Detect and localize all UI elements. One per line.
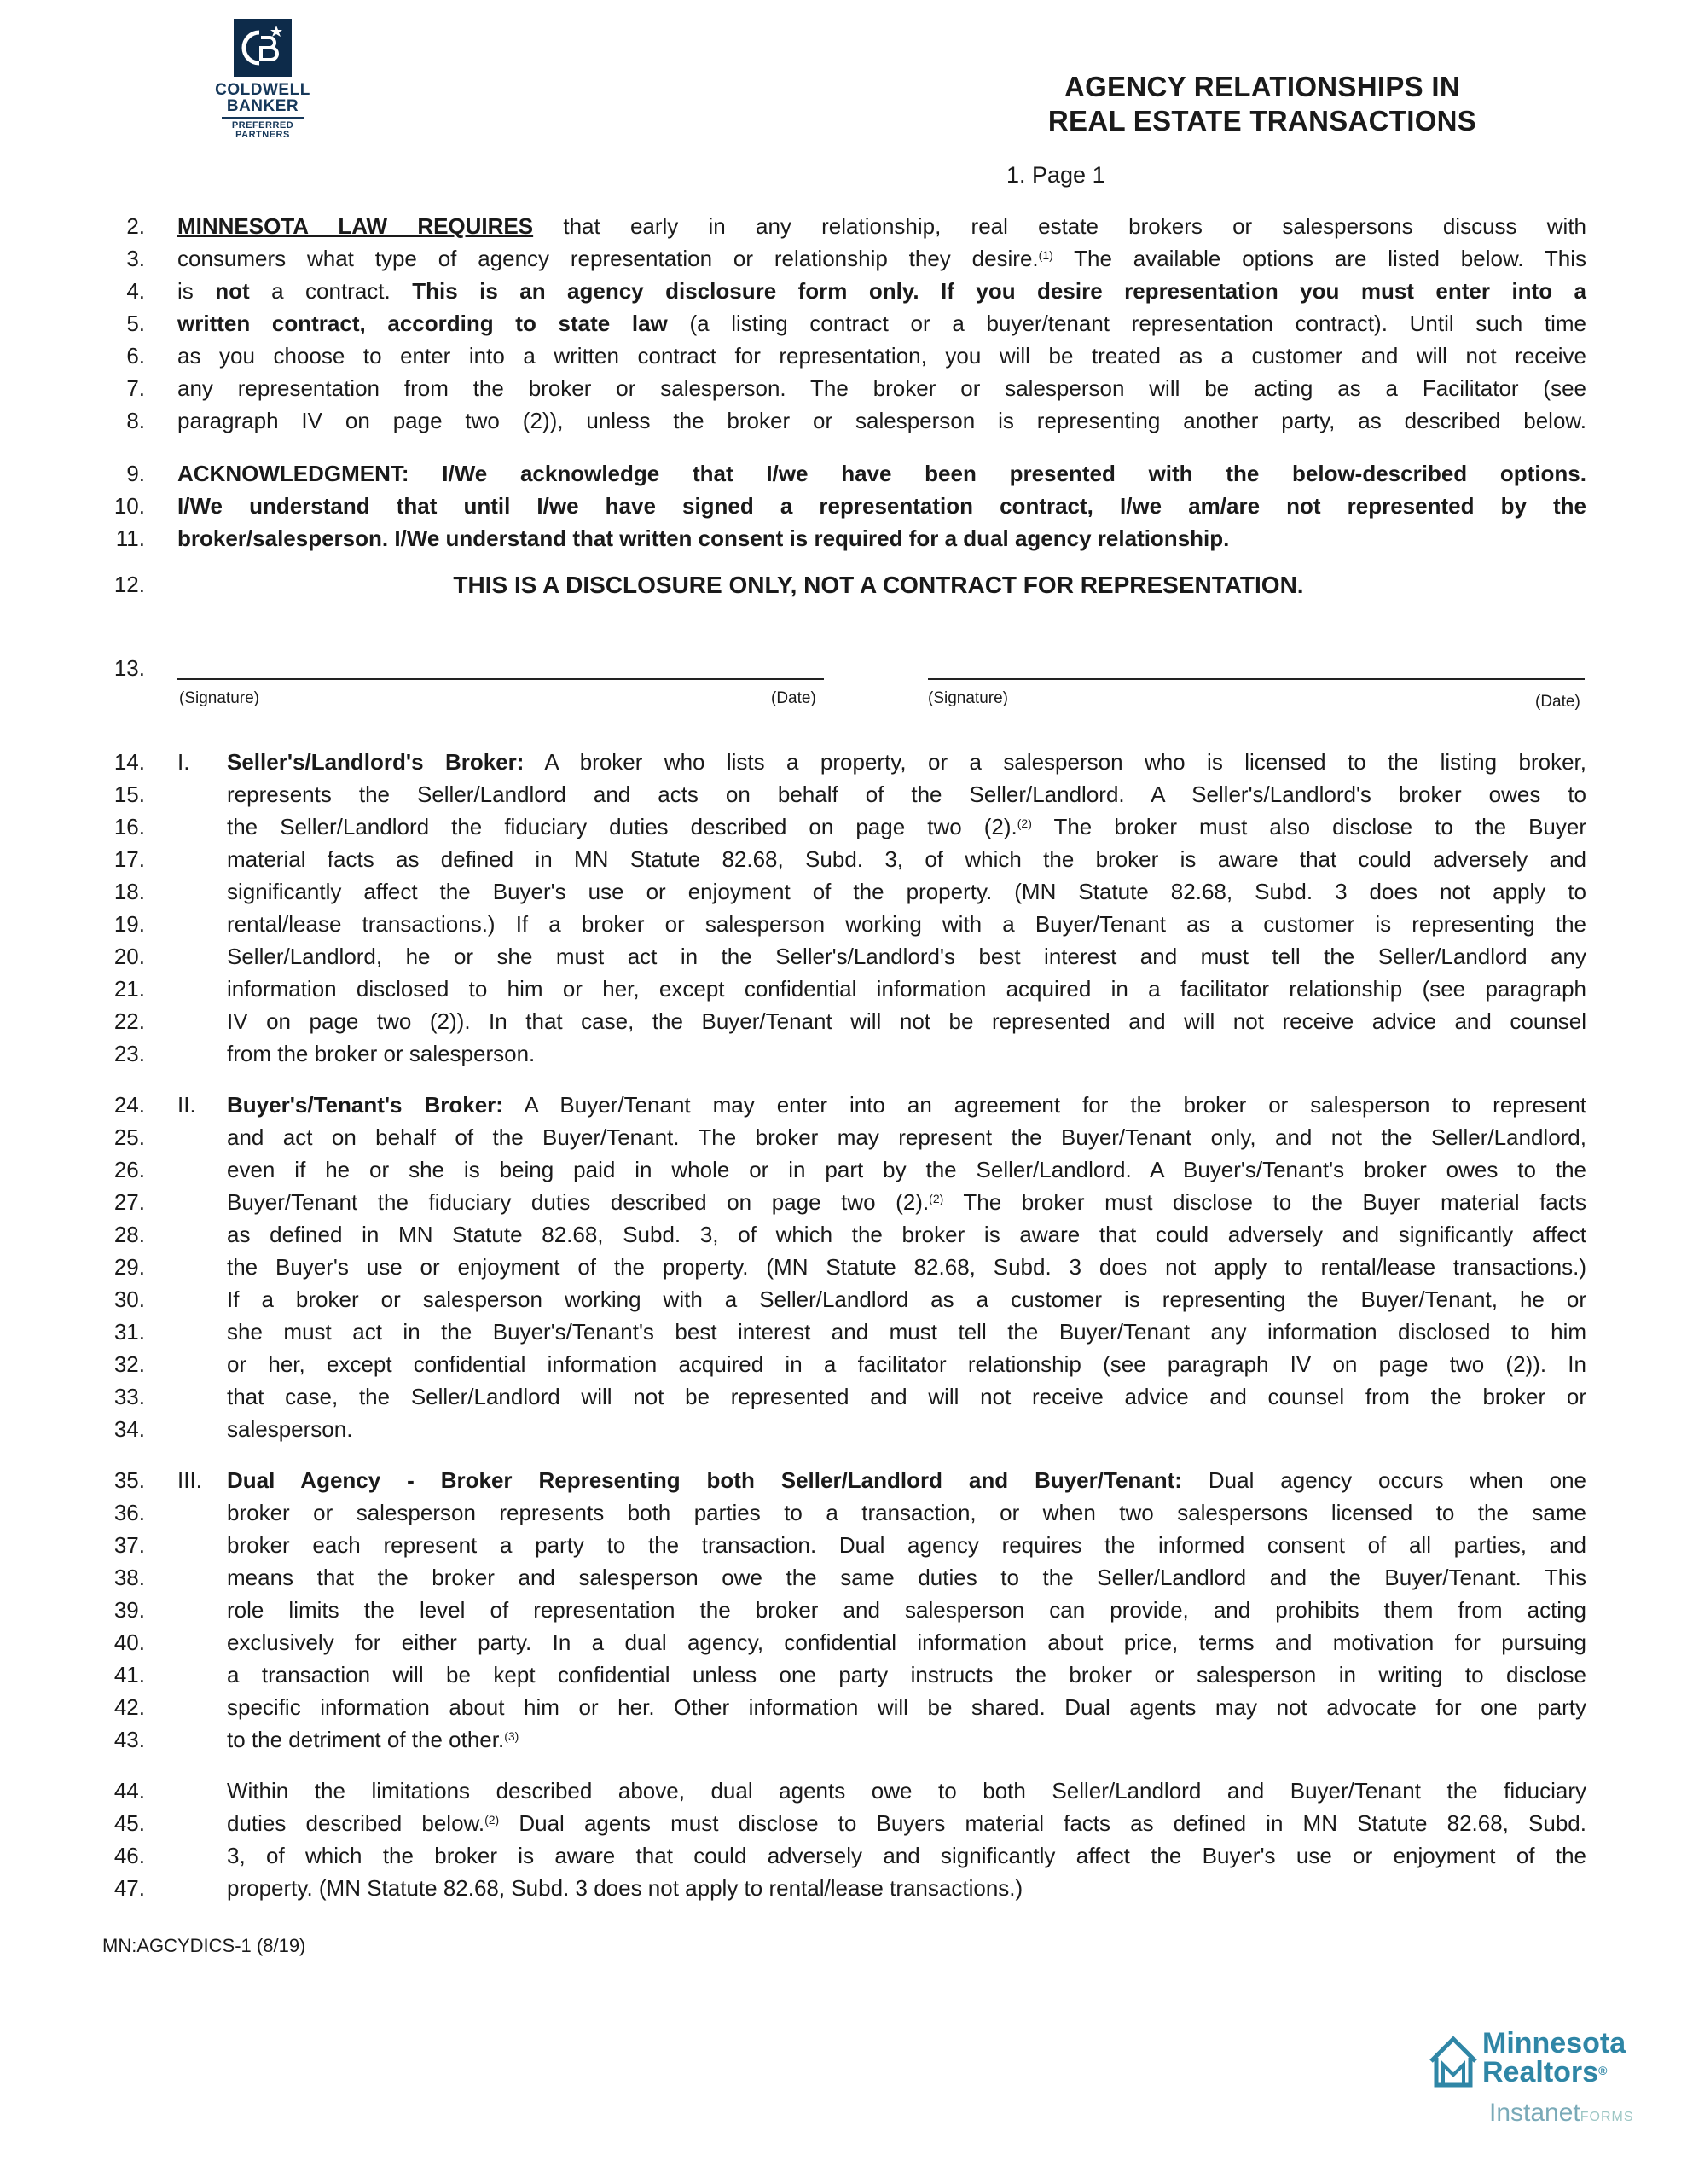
section3-line-46: 3, of which the broker is aware that could adversely and significantly affect the Buyer's use or enjoyment of the	[227, 1843, 1586, 1868]
ack-line-10: I/We understand that until I/we have signed a representation contract, I/we am/are not represented by the	[177, 493, 1586, 519]
intro-text: a contract.	[249, 278, 413, 304]
section1-line-22: IV on page two (2)). In that case, the Buyer/Tenant will not be represented and will not receive advice and counsel	[227, 1008, 1586, 1034]
line-number: 5.	[126, 311, 145, 336]
section1-text: A broker who lists a property, or a salesperson who is licensed to the listing broker,	[544, 749, 1586, 775]
section1-line-21: information disclosed to him or her, except confidential information acquired in a facilitator relationship (see paragraph	[227, 976, 1586, 1002]
ack-line-9: ACKNOWLEDGMENT: I/We acknowledge that I/we have been presented with the below-described options.	[177, 461, 1586, 486]
title-line2: REAL ESTATE TRANSACTIONS	[1047, 105, 1477, 136]
intro-line-3	[177, 246, 1586, 271]
section1-text: the Seller/Landlord the fiduciary duties described on page two (2).	[227, 814, 1017, 839]
section3-line-39: role limits the level of representation the broker and salesperson can provide, and prohibits them from acting	[227, 1597, 1586, 1623]
section3-line-35	[227, 1467, 1586, 1493]
signature-line-2[interactable]	[928, 678, 1585, 680]
line-number: 4.	[126, 278, 145, 304]
line-number: 41.	[113, 1662, 145, 1687]
section1-heading: Seller's/Landlord's Broker:	[227, 749, 525, 775]
line-number: 26.	[113, 1157, 145, 1182]
section2-line-32: or her, except confidential information acquired in a facilitator relationship (see paragraph IV on page two (2)). In	[227, 1351, 1586, 1377]
realtors-text: Realtors	[1482, 2056, 1599, 2088]
section3-line-45	[227, 1810, 1586, 1836]
section2-text: The broker must disclose to the Buyer material facts	[943, 1189, 1586, 1215]
brand-sub-line1: PREFERRED	[231, 120, 294, 131]
section3-text: Dual agents must disclose to Buyers material facts as defined in MN Statute 82.68, Subd.	[499, 1810, 1586, 1836]
date-label-1: (Date)	[771, 689, 816, 707]
section2-heading: Buyer's/Tenant's Broker:	[227, 1092, 503, 1118]
section3-text: to the detriment of the other.	[227, 1727, 505, 1752]
intro-line-4	[177, 278, 1586, 304]
line-number: 2.	[126, 213, 145, 239]
footnote-ref: (2)	[929, 1192, 944, 1205]
registered-mark: ®	[1598, 2064, 1608, 2077]
instanet-forms-logo	[1489, 2099, 1634, 2128]
line-number: 7.	[126, 375, 145, 401]
line-number: 8.	[126, 408, 145, 433]
intro-text: The available options are listed below. This	[1074, 246, 1586, 271]
section1-line-16	[227, 814, 1586, 839]
line-number: 47.	[113, 1875, 145, 1901]
section2-line-29: the Buyer's use or enjoyment of the property. (MN Statute 82.68, Subd. 3 does not apply to rental/lease transactions.)	[227, 1254, 1586, 1280]
line-number: 3.	[126, 246, 145, 271]
section1-line-23: from the broker or salesperson.	[227, 1041, 536, 1066]
line-number: 42.	[113, 1694, 145, 1720]
line-number: 25.	[113, 1124, 145, 1150]
section2-line-30: If a broker or salesperson working with a Seller/Landlord as a customer is representing the Buyer/Tenant, he or	[227, 1287, 1586, 1312]
section3-line-43	[227, 1727, 1586, 1752]
line-number: 20.	[113, 944, 145, 969]
line-number: 38.	[113, 1565, 145, 1590]
footnote-ref: (2)	[484, 1813, 500, 1827]
section2-line-28: as defined in MN Statute 82.68, Subd. 3, of which the broker is aware that could adversely and significantly affect	[227, 1222, 1586, 1247]
line-number: 34.	[113, 1416, 145, 1442]
section3-text: Dual agency occurs when one	[1208, 1467, 1586, 1493]
instanet-text: Instanet	[1489, 2099, 1580, 2127]
line-number: 30.	[113, 1287, 145, 1312]
section1-line-14	[227, 749, 1586, 775]
section3-line-44: Within the limitations described above, dual agents owe to both Seller/Landlord and Buyer/Tenant the fiduciary	[227, 1778, 1586, 1804]
line-number: 43.	[113, 1727, 145, 1752]
realtors-name	[1482, 2029, 1626, 2087]
realtors-house-icon	[1428, 2032, 1479, 2088]
section-numeral: II.	[177, 1092, 196, 1118]
section3-heading: Dual Agency - Broker Representing both Seller/Landlord and Buyer/Tenant:	[227, 1467, 1182, 1493]
intro-text: consumers what type of agency representation or relationship they desire.	[177, 246, 1039, 271]
section-numeral: III.	[177, 1467, 202, 1493]
section2-line-27	[227, 1189, 1586, 1215]
section2-line-26: even if he or she is being paid in whole or in part by the Seller/Landlord. A Buyer's/Tenant's broker owes to the	[227, 1157, 1586, 1182]
section3-line-40: exclusively for either party. In a dual agency, confidential information about price, terms and motivation for pursuing	[227, 1629, 1586, 1655]
disclosure-notice: THIS IS A DISCLOSURE ONLY, NOT A CONTRACT FOR REPRESENTATION.	[453, 572, 1304, 598]
line-number: 32.	[113, 1351, 145, 1377]
signature-label-1: (Signature)	[179, 689, 259, 707]
forms-text: FORMS	[1580, 2110, 1634, 2124]
realtors-line1: Minnesota	[1482, 2027, 1626, 2059]
line-number: 10.	[113, 493, 145, 519]
brand-name-line2: BANKER	[226, 97, 299, 115]
intro-line-6: as you choose to enter into a written contract for representation, you will be treated as a customer and will not receive	[177, 343, 1586, 369]
intro-bold: not	[215, 278, 250, 304]
ack-line-11: broker/salesperson. I/We understand that written consent is required for a dual agency relationship.	[177, 526, 1230, 551]
line-number: 6.	[126, 343, 145, 369]
line-number: 21.	[113, 976, 145, 1002]
section2-text: A Buyer/Tenant may enter into an agreement for the broker or salesperson to represent	[524, 1092, 1587, 1118]
section3-line-41: a transaction will be kept confidential unless one party instructs the broker or salesperson in writing to disclose	[227, 1662, 1586, 1687]
intro-text: (a listing contract or a buyer/tenant representation contract). Until such time	[689, 311, 1586, 336]
line-number: 9.	[126, 461, 145, 486]
intro-text: is	[177, 278, 216, 304]
brand-name-line1: COLDWELL	[215, 81, 310, 99]
section2-line-25: and act on behalf of the Buyer/Tenant. The broker may represent the Buyer/Tenant only, and not the Seller/Landlord,	[227, 1124, 1586, 1150]
line-number: 11.	[115, 526, 145, 551]
cb-monogram-icon	[234, 19, 292, 77]
section3-line-42: specific information about him or her. Other information will be shared. Dual agents may not advocate for one party	[227, 1694, 1586, 1720]
line-number: 40.	[113, 1629, 145, 1655]
section1-line-17: material facts as defined in MN Statute 82.68, Subd. 3, of which the broker is aware that could adversely and	[227, 846, 1586, 872]
section2-line-24	[227, 1092, 1586, 1118]
date-label-2: (Date)	[1535, 693, 1580, 711]
section2-line-33: that case, the Seller/Landlord will not be represented and will not receive advice and counsel from the broker or	[227, 1384, 1586, 1409]
section-numeral: I.	[177, 749, 190, 775]
form-code: MN:AGCYDICS-1 (8/19)	[102, 1935, 306, 1956]
footnote-ref: (1)	[1038, 248, 1053, 262]
line-number: 33.	[113, 1384, 145, 1409]
line-number: 36.	[113, 1500, 145, 1525]
section2-line-34: salesperson.	[227, 1416, 353, 1442]
brand-divider	[222, 117, 304, 119]
section3-text: duties described below.	[227, 1810, 485, 1836]
title-line1: AGENCY RELATIONSHIPS IN	[1064, 71, 1461, 102]
intro-bold: written contract, according to state law	[177, 311, 668, 336]
coldwell-banker-logo	[194, 19, 331, 140]
signature-label-2: (Signature)	[928, 689, 1008, 707]
page-label: 1. Page 1	[1006, 162, 1105, 188]
realtors-line2	[1482, 2058, 1626, 2087]
document-title	[938, 70, 1586, 138]
intro-line-7: any representation from the broker or salesperson. The broker or salesperson will be acting as a Facilitator (see	[177, 375, 1586, 401]
section2-text: Buyer/Tenant the fiduciary duties described on page two (2).	[227, 1189, 930, 1215]
section3-line-37: broker each represent a party to the transaction. Dual agency requires the informed consent of all parties, and	[227, 1532, 1586, 1558]
line-number: 27.	[113, 1189, 145, 1215]
line-number: 19.	[113, 911, 145, 937]
brand-sub-line2: PARTNERS	[235, 130, 290, 140]
section3-line-36: broker or salesperson represents both parties to a transaction, or when two salespersons licensed to the same	[227, 1500, 1586, 1525]
intro-text: that early in any relationship, real estate brokers or salespersons discuss with	[563, 213, 1587, 239]
line-number: 29.	[113, 1254, 145, 1280]
intro-line-2	[177, 213, 1586, 239]
footnote-ref: (3)	[504, 1729, 519, 1743]
intro-bold: This is an agency disclosure form only. If you desire representation you must enter into a	[412, 278, 1587, 304]
line-number: 17.	[113, 846, 145, 872]
section2-line-31: she must act in the Buyer's/Tenant's best interest and must tell the Buyer/Tenant any information disclosed to him	[227, 1319, 1586, 1345]
section1-line-15: represents the Seller/Landlord and acts on behalf of the Seller/Landlord. A Seller's/Landlord's broker owes to	[227, 781, 1586, 807]
line-number: 37.	[113, 1532, 145, 1558]
section3-line-47: property. (MN Statute 82.68, Subd. 3 does not apply to rental/lease transactions.)	[227, 1875, 1023, 1901]
line-number: 45.	[113, 1810, 145, 1836]
signature-line-1[interactable]	[177, 678, 824, 680]
intro-line-8: paragraph IV on page two (2)), unless the broker or salesperson is representing another party, as described below.	[177, 408, 1586, 433]
section1-line-18: significantly affect the Buyer's use or enjoyment of the property. (MN Statute 82.68, Subd. 3 does not apply to	[227, 879, 1586, 904]
line-number: 44.	[113, 1778, 145, 1804]
line-number: 12.	[113, 572, 145, 597]
line-number: 14.	[113, 749, 145, 775]
line-number: 28.	[113, 1222, 145, 1247]
line-number: 16.	[113, 814, 145, 839]
line-number: 46.	[113, 1843, 145, 1868]
line-number: 22.	[113, 1008, 145, 1034]
line-number: 15.	[113, 781, 145, 807]
law-heading: MINNESOTA LAW REQUIRES	[177, 213, 534, 239]
line-number: 35.	[113, 1467, 145, 1493]
line-number: 23.	[113, 1041, 145, 1066]
line-number: 13.	[113, 655, 145, 681]
line-number: 39.	[113, 1597, 145, 1623]
line-number: 24.	[113, 1092, 145, 1118]
section1-text: The broker must also disclose to the Buyer	[1031, 814, 1586, 839]
section3-line-38: means that the broker and salesperson owe the same duties to the Seller/Landlord and the Buyer/Tenant. This	[227, 1565, 1586, 1590]
line-number: 18.	[113, 879, 145, 904]
line-number: 31.	[113, 1319, 145, 1345]
section1-line-20: Seller/Landlord, he or she must act in the Seller's/Landlord's best interest and must tell the Seller/Landlord any	[227, 944, 1586, 969]
intro-line-5	[177, 311, 1586, 336]
section1-line-19: rental/lease transactions.) If a broker or salesperson working with a Buyer/Tenant as a customer is representing the	[227, 911, 1586, 937]
footnote-ref: (2)	[1017, 816, 1032, 830]
